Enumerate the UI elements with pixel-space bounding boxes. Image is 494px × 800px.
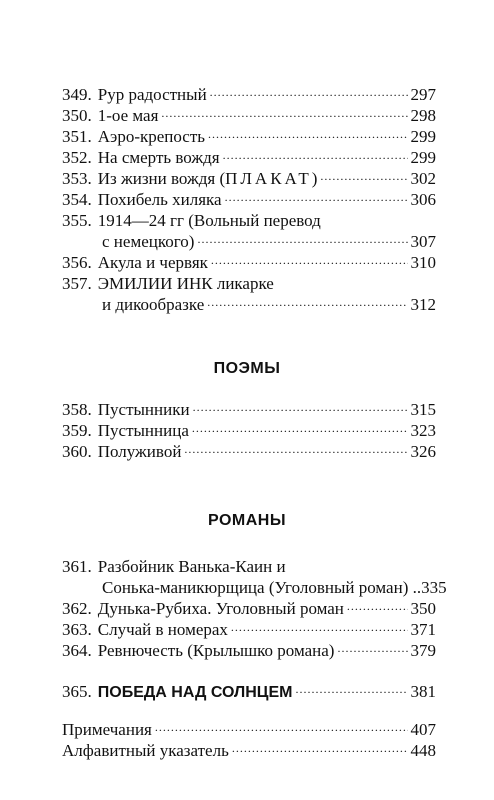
entry-title-part: Из жизни вождя ( [97, 169, 226, 188]
entry-title: 1-ое мая [97, 106, 159, 125]
entry-number: 352. [62, 148, 92, 167]
entry-title: Похибель хиляка [97, 190, 222, 209]
toc-entry [62, 210, 436, 232]
toc-entry [62, 84, 436, 106]
entry-page: 298 [410, 106, 436, 125]
dot-leader [231, 621, 408, 635]
toc-entry [62, 598, 436, 620]
toc-entry [62, 252, 436, 274]
entry-number: 355. [62, 211, 92, 230]
entry-page: 299 [410, 148, 436, 167]
entry-title: Аэро-крепость [97, 127, 206, 146]
entry-title-spaced: ПЛАКАТ [225, 169, 312, 188]
dot-leader [295, 683, 407, 697]
entry-page: 306 [410, 190, 436, 209]
entry-page: 335 [421, 578, 447, 597]
section-heading-poems: ПОЭМЫ [213, 360, 281, 377]
dot-leader [161, 107, 407, 121]
dot-leader [184, 443, 407, 457]
toc-entry-continuation [62, 294, 436, 316]
entry-title: Разбойник Ванька-Каин и [97, 557, 286, 576]
entry-title-continuation: Сонька-маникюрщица (Уголовный роман) .. [102, 578, 422, 597]
entry-number: 350. [62, 106, 92, 125]
back-page: 407 [410, 720, 436, 739]
entry-page: 307 [410, 232, 436, 251]
entry-title: Рур радостный [97, 85, 207, 104]
dot-leader [207, 296, 407, 310]
entry-title: ЭМИЛИИ ИНК ликарке [97, 274, 274, 293]
entry-number: 362. [62, 599, 92, 618]
entry-title: Дунька-Рубиха. Уголовный роман [97, 599, 344, 618]
dot-leader [320, 170, 407, 184]
entry-number: 359. [62, 421, 92, 440]
toc-entry [62, 105, 436, 127]
entry-number: 351. [62, 127, 92, 146]
toc-entry [62, 273, 436, 295]
entry-page: 310 [410, 253, 436, 272]
entry-page: 312 [410, 295, 436, 314]
dot-leader [155, 721, 408, 735]
toc-entry [62, 556, 436, 578]
entry-number: 363. [62, 620, 92, 639]
entry-page: 297 [410, 85, 436, 104]
toc-entry [62, 399, 436, 421]
entry-number: 349. [62, 85, 92, 104]
dot-leader [192, 422, 408, 436]
entry-title: Пустынница [97, 421, 189, 440]
section-heading-novels: РОМАНЫ [207, 512, 286, 529]
toc-entry [62, 441, 436, 463]
entry-page: 379 [410, 641, 436, 660]
toc-entry [62, 681, 436, 703]
toc-back-entry [62, 719, 436, 741]
back-title: Примечания [62, 720, 152, 739]
entry-title: ПОБЕДА НАД СОЛНЦЕМ [97, 684, 293, 701]
entry-title [98, 168, 318, 190]
toc-entry [62, 640, 436, 662]
toc-entry [62, 420, 436, 442]
dot-leader [211, 254, 408, 268]
toc-entry [62, 147, 436, 169]
toc-entry [62, 189, 436, 211]
toc-entry-continuation [62, 231, 436, 253]
entry-title: На смерть вождя [97, 148, 220, 167]
toc-entry [62, 168, 436, 190]
dot-leader [210, 86, 408, 100]
entry-page: 371 [410, 620, 436, 639]
dot-leader [197, 233, 407, 247]
entry-number: 354. [62, 190, 92, 209]
entry-number: 360. [62, 442, 92, 461]
entry-number: 364. [62, 641, 92, 660]
dot-leader [337, 642, 407, 656]
entry-number: 365. [62, 682, 92, 701]
entry-page: 381 [410, 682, 436, 701]
toc-back-entry [62, 740, 436, 762]
toc-entry [62, 126, 436, 148]
toc-entry-continuation [62, 577, 447, 599]
back-page: 448 [410, 741, 436, 760]
entry-number: 358. [62, 400, 92, 419]
dot-leader [223, 149, 408, 163]
dot-leader [193, 401, 408, 415]
entry-title: Пустынники [97, 400, 190, 419]
entry-number: 356. [62, 253, 92, 272]
dot-leader [347, 600, 408, 614]
entry-page: 326 [410, 442, 436, 461]
entry-title: Полуживой [97, 442, 182, 461]
entry-title-continuation: с немецкого) [102, 232, 195, 251]
entry-title: Акула и червяк [97, 253, 208, 272]
entry-page: 315 [410, 400, 436, 419]
dot-leader [225, 191, 408, 205]
entry-title-part: ) [311, 169, 318, 188]
entry-title-continuation: и дикообразке [102, 295, 205, 314]
entry-page: 323 [410, 421, 436, 440]
back-title: Алфавитный указатель [62, 741, 229, 760]
entry-title: Ревнючесть (Крылышко романа) [97, 641, 335, 660]
entry-number: 357. [62, 274, 92, 293]
dot-leader [208, 128, 407, 142]
entry-page: 350 [410, 599, 436, 618]
entry-number: 361. [62, 557, 92, 576]
toc-entry [62, 619, 436, 641]
entry-title: Случай в номерах [97, 620, 228, 639]
entry-number: 353. [62, 169, 92, 188]
entry-page: 299 [410, 127, 436, 146]
dot-leader [232, 742, 408, 756]
entry-title: 1914—24 гг (Вольный перевод [97, 211, 321, 230]
entry-page: 302 [410, 169, 436, 188]
